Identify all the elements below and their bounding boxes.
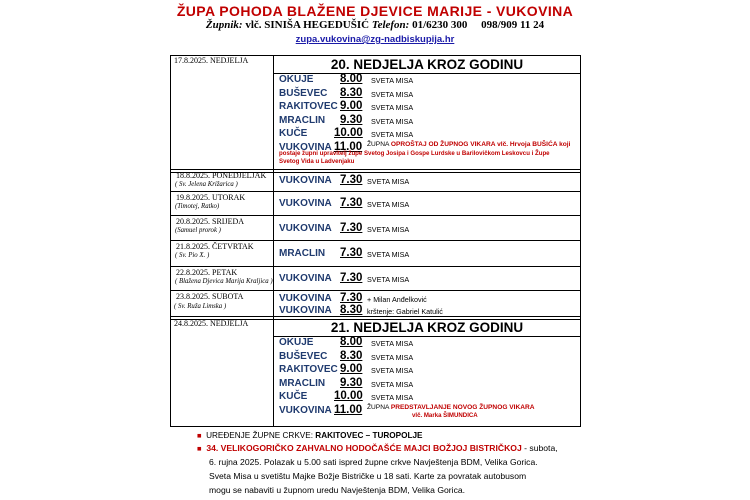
sunday1-place: VUKOVINA bbox=[279, 141, 332, 153]
pastor-line bbox=[0, 19, 750, 31]
announcement-1-bold: RAKITOVEC – TUROPOLJE bbox=[315, 431, 423, 440]
row-divider bbox=[170, 191, 581, 192]
weekday-time: 7.30 bbox=[340, 222, 363, 234]
column-divider bbox=[273, 55, 274, 427]
sunday1-event: SVETA MISA bbox=[371, 130, 414, 139]
parish-title: ŽUPA POHODA BLAŽENE DJEVICE MARIJE - VUKOVINA bbox=[176, 3, 574, 19]
announcement-2-line3: Sveta Misa u svetištu Majke Božje Bistričke u 18 sati. Karte za povratak autobusom bbox=[209, 471, 527, 481]
saturday-event-1: + Milan Anđelković bbox=[367, 295, 427, 304]
sunday2-time: 9.30 bbox=[340, 376, 363, 389]
heading-underline bbox=[274, 336, 580, 337]
row-divider bbox=[170, 240, 581, 241]
sunday1-time: 9.30 bbox=[340, 113, 363, 126]
sunday1-event: SVETA MISA bbox=[371, 116, 414, 126]
sunday2-place: VUKOVINA bbox=[279, 404, 332, 416]
weekday-time: 7.30 bbox=[340, 197, 363, 209]
sunday2-place: RAKITOVEC bbox=[279, 364, 338, 375]
sunday2-event: SVETA MISA bbox=[371, 366, 414, 375]
sunday1-place: OKUJE bbox=[279, 74, 314, 85]
sunday2-time: 8.00 bbox=[340, 336, 363, 348]
sunday1-note-red: OPROŠTAJ OD ŽUPNOG VIKARA vlč. Hrvoja BUŠIĆA koji bbox=[390, 141, 571, 148]
weekday-date: 21.8.2025. ČETVRTAK bbox=[176, 242, 254, 251]
saturday-time-1: 7.30 bbox=[340, 292, 363, 304]
announcement-2-line2: 6. rujna 2025. Polazak u 5.00 sati ispred župne crkve Navještenja BDM, Velika Gorica. bbox=[209, 457, 538, 467]
sunday1-date: 17.8.2025. NEDJELJA bbox=[174, 56, 249, 65]
phone-label: Telefon: bbox=[371, 19, 410, 31]
heading-underline bbox=[274, 73, 580, 74]
phone-1: 01/6230 300 bbox=[412, 19, 468, 31]
sunday1-event: SVETA MISA bbox=[371, 76, 414, 85]
saturday-place-1: VUKOVINA bbox=[279, 293, 332, 304]
sunday1-heading: 20. NEDJELJA KROZ GODINU bbox=[330, 57, 524, 72]
weekday-event: SVETA MISA bbox=[367, 250, 410, 259]
pastor-name: vlč. SINIŠA HEGEDUŠIĆ bbox=[245, 19, 370, 31]
sunday2-time: 8.30 bbox=[340, 349, 363, 362]
announcement-2-line4: mogu se nabaviti u župnom uredu Navještenja BDM, Velika Gorica. bbox=[209, 485, 466, 495]
weekday-time: 7.30 bbox=[340, 247, 363, 259]
sunday2-time: 11.00 bbox=[334, 403, 363, 416]
sunday2-event: SVETA MISA bbox=[371, 393, 414, 402]
weekday-date: 19.8.2025. UTORAK bbox=[176, 193, 246, 202]
weekday-saint: (Samuel prorok ) bbox=[175, 227, 221, 234]
sunday2-place: BUŠEVEC bbox=[279, 350, 328, 362]
weekday-date: 18.8.2025. PONEDJELJAK bbox=[176, 171, 267, 180]
weekday-event: SVETA MISA bbox=[367, 200, 410, 209]
saturday-time-2: 8.30 bbox=[340, 304, 363, 316]
weekday-place: VUKOVINA bbox=[279, 273, 332, 284]
sunday2-time: 9.00 bbox=[340, 363, 363, 375]
sunday1-note-line3: Svetog Vida u Ladvenjaku bbox=[279, 158, 355, 165]
announcement-1-prefix: UREĐENJE ŽUPNE CRKVE: bbox=[206, 431, 314, 440]
sunday1-event-zupna: ŽUPNA bbox=[367, 141, 389, 148]
weekday-saint: ( Blažena Djevica Marija Kraljica ) bbox=[175, 278, 273, 285]
weekday-date: 20.8.2025. SRIJEDA bbox=[176, 217, 245, 226]
sunday1-note-line2: postaje župni upravitelj župe Svetog Josipa i Gospe Lurdske u Barilovičkom Leskovcu i Župe bbox=[279, 150, 550, 157]
weekday-time: 7.30 bbox=[340, 174, 363, 186]
weekday-date: 22.8.2025. PETAK bbox=[176, 268, 238, 277]
pastor-label: Župnik: bbox=[205, 19, 243, 31]
sunday1-time: 8.30 bbox=[340, 86, 363, 99]
sunday1-place: BUŠEVEC bbox=[279, 87, 328, 99]
row-divider bbox=[170, 290, 581, 291]
sunday2-place: OKUJE bbox=[279, 337, 314, 348]
sunday1-time: 8.00 bbox=[340, 73, 363, 85]
sunday2-event: SVETA MISA bbox=[371, 339, 414, 348]
sunday1-event: SVETA MISA bbox=[371, 89, 414, 99]
weekday-saint: (Timotej, Ratko) bbox=[175, 203, 220, 210]
sunday1-time: 9.00 bbox=[340, 100, 363, 112]
phone-2: 098/909 11 24 bbox=[481, 19, 545, 31]
sunday2-place: MRACLIN bbox=[279, 377, 326, 389]
sunday1-time: 11.00 bbox=[334, 140, 363, 153]
weekday-event: SVETA MISA bbox=[367, 225, 410, 234]
bullet: ■ bbox=[197, 431, 202, 440]
sunday2-note bbox=[367, 404, 535, 411]
weekday-saint: ( Sv. Pio X. ) bbox=[175, 252, 210, 259]
sunday2-event: SVETA MISA bbox=[371, 352, 414, 362]
sunday2-place: KUČE bbox=[279, 391, 308, 402]
sunday2-event-zupna: ŽUPNA bbox=[367, 404, 389, 411]
weekday-place: VUKOVINA bbox=[279, 223, 332, 234]
weekday-event: SVETA MISA bbox=[367, 275, 410, 284]
sunday2-event: SVETA MISA bbox=[371, 379, 414, 389]
sunday2-date: 24.8.2025. NEDJELJA bbox=[174, 319, 249, 328]
weekday-place: VUKOVINA bbox=[279, 198, 332, 209]
weekday-time: 7.30 bbox=[340, 272, 363, 284]
sunday2-heading: 21. NEDJELJA KROZ GODINU bbox=[330, 320, 524, 335]
saturday-date: 23.8.2025. SUBOTA bbox=[176, 292, 244, 301]
sunday2-note-red: PREDSTAVLJANJE NOVOG ŽUPNOG VIKARA bbox=[390, 404, 535, 411]
row-divider bbox=[170, 266, 581, 267]
email-link[interactable]: zupa.vukovina@zg-nadbiskupija.hr bbox=[295, 34, 455, 45]
sunday1-place: MRACLIN bbox=[279, 114, 326, 126]
weekday-event: SVETA MISA bbox=[367, 177, 410, 186]
weekday-saint: ( Sv. Jelena Križarica ) bbox=[175, 181, 238, 188]
sunday1-place: RAKITOVEC bbox=[279, 101, 338, 112]
announcement-2 bbox=[197, 441, 558, 456]
announcement-2-line1: - subota, bbox=[524, 443, 558, 453]
sunday1-time: 10.00 bbox=[334, 127, 363, 139]
row-divider bbox=[170, 215, 581, 216]
sunday1-note bbox=[367, 141, 570, 148]
saturday-event-2: krštenje: Gabriel Katulić bbox=[367, 307, 443, 316]
saturday-place-2: VUKOVINA bbox=[279, 305, 332, 316]
saturday-saint: ( Sv. Ruža Limska ) bbox=[174, 303, 227, 310]
bullet: ■ bbox=[197, 444, 202, 453]
announcement-2-red: 34. VELIKOGORIČKO ZAHVALNO HODOČAŠĆE MAJCI BOŽJOJ BISTRIČKOJ bbox=[206, 443, 522, 453]
sunday2-note-red-2: vlč. Marka ŠIMUNDICA bbox=[412, 412, 478, 419]
weekday-place: MRACLIN bbox=[279, 248, 326, 259]
sunday1-event: SVETA MISA bbox=[371, 103, 414, 112]
weekday-place: VUKOVINA bbox=[279, 175, 332, 186]
sunday1-place: KUČE bbox=[279, 128, 308, 139]
sunday2-time: 10.00 bbox=[334, 390, 363, 402]
